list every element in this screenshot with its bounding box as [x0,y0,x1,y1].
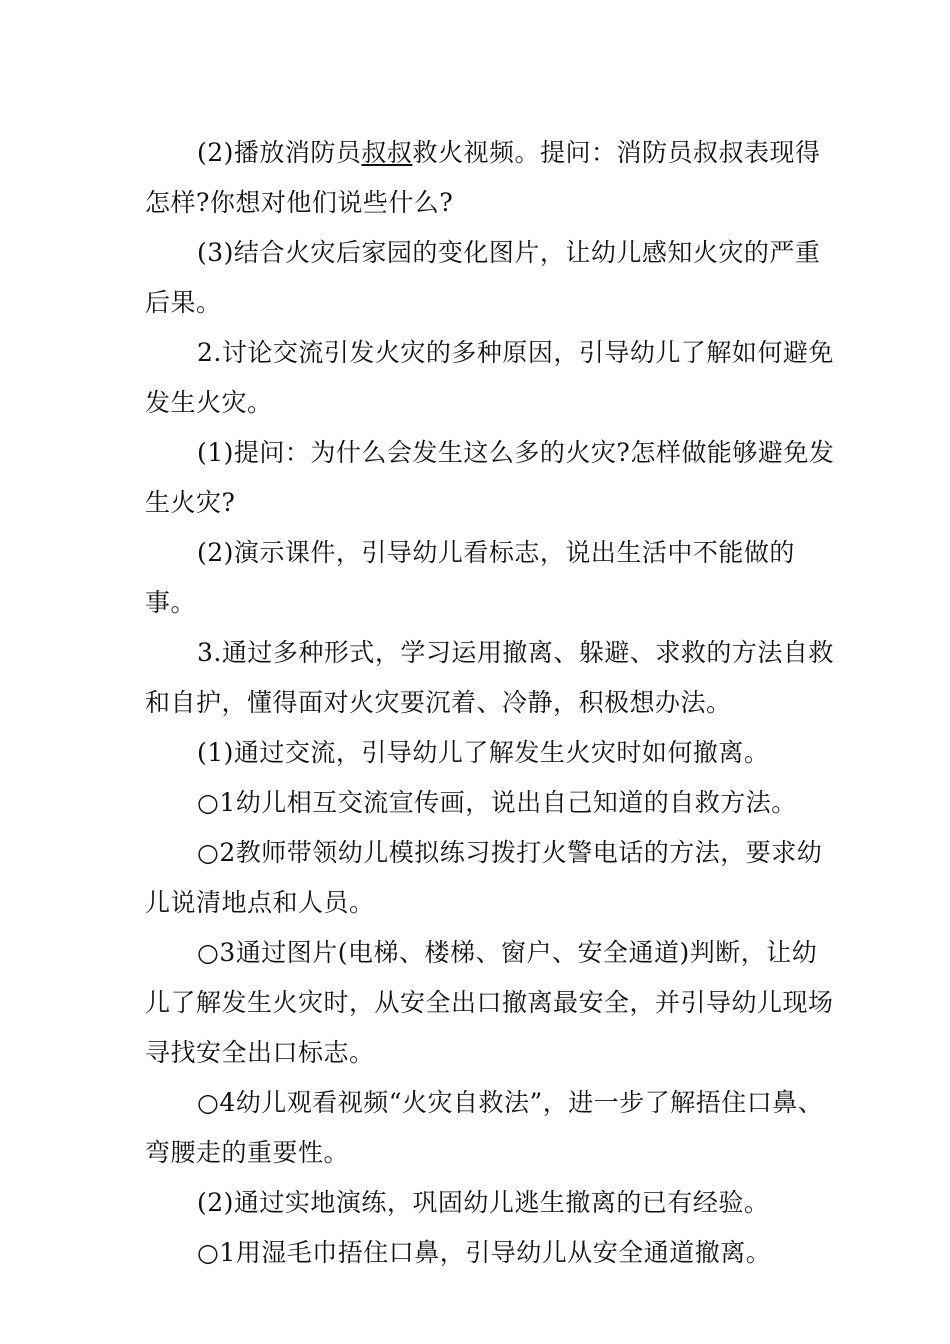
paragraph-1 [145,128,835,228]
paragraph-2: (3)结合火灾后家园的变化图片，让幼儿感知火灾的严重后果。 [145,238,821,317]
paragraph-4: (1)提问：为什么会发生这么多的火灾?怎样做能够避免发生火灾? [145,438,835,517]
paragraph-11: ○4幼儿观看视频“火灾自救法”，进一步了解捂住口鼻、弯腰走的重要性。 [145,1088,824,1167]
paragraph-12: (2)通过实地演练，巩固幼儿逃生撤离的已有经验。 [197,1188,770,1217]
paragraph-13: ○1用湿毛巾捂住口鼻，引导幼儿从安全通道撤离。 [197,1238,772,1267]
paragraph-8: ○1幼儿相互交流宣传画，说出自己知道的自救方法。 [197,788,797,817]
paragraph-5: (2)演示课件，引导幼儿看标志，说出生活中不能做的事。 [145,538,795,617]
paragraph-9: ○2教师带领幼儿模拟练习拨打火警电话的方法，要求幼儿说清地点和人员。 [145,838,823,917]
paragraph-1-end: 救火视频。提问：消防员叔叔表现得怎样?你想对他们说些什么? [145,138,821,217]
underlined-word: 叔叔 [361,138,413,167]
paragraph-1-start: (2)播放消防员 [197,138,362,167]
paragraph-10: ○3通过图片(电梯、楼梯、窗户、安全通道)判断，让幼儿了解发生火灾时，从安全出口撤离最安全，并引导幼儿现场寻找安全出口标志。 [145,938,834,1067]
paragraph-7: (1)通过交流，引导幼儿了解发生火灾时如何撤离。 [197,738,770,767]
paragraph-6: 3.通过多种形式，学习运用撤离、躲避、求救的方法自救和自护，懂得面对火灾要沉着、冷静，积极想办法。 [145,638,834,717]
paragraph-3: 2.讨论交流引发火灾的多种原因，引导幼儿了解如何避免发生火灾。 [145,338,834,417]
document-body [145,128,835,1278]
